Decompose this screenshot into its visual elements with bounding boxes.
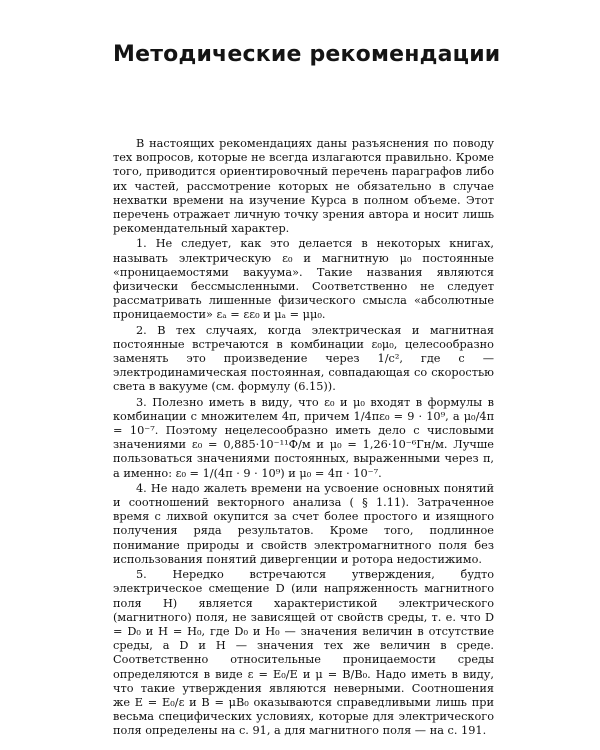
paragraph-1: 1. Не следует, как это делается в некоторых книгах, называть электрическую ε₀ и магнитную μ₀ постоянные «проницаемостями вакуума». Такие названия являются физически бессмысленными. Соответственно не следует рассматривать лишенные физического смысла «абсолютные проницаемости» εₐ = εε₀ и μₐ = μμ₀.: [113, 237, 494, 322]
paragraph-intro: В настоящих рекомендациях даны разъяснения по поводу тех вопросов, которые не всегда излагаются правильно. Кроме того, приводится ориентировочный перечень параграфов либо их частей, рассмотрение которых не обязательно в случае нехватки времени на изучение Курса в полном объеме. Этот перечень отражает личную точку зрения автора и носит лишь рекомендательный характер.: [113, 137, 494, 236]
paragraph-5: 5. Нередко встречаются утверждения, будто электрическое смещение D (или напряженность магнитного поля H) является характеристикой электрического (магнитного) поля, не зависящей от свойств среды, т. е. что D = D₀ и H = H₀, где D₀ и H₀ — значения величин в отсутствие среды, а D и H — значения тех же величин в среде. Соответственно относительные проницаемости среды определяются в виде ε = E₀/E и μ = B/B₀. Надо иметь в виду, что такие утверждения являются неверными. Соотношения же E = E₀/ε и B = μB₀ оказываются справедливыми лишь при весьма специфических условиях, которые для электрического поля определены на с. 91, а для магнитного поля — на с. 191.: [113, 568, 494, 738]
recommendations-text: [113, 137, 494, 739]
paragraph-3: 3. Полезно иметь в виду, что ε₀ и μ₀ входят в формулы в комбинации с множителем 4π, причем 1/4πε₀ = 9 · 10⁹, а μ₀/4π = 10⁻⁷. Поэтому нецелесообразно иметь дело с числовыми значениями ε₀ = 0,885·10⁻¹¹Ф/м и μ₀ = 1,26·10⁻⁶Гн/м. Лучше пользоваться значениями постоянных, выраженными через π, а именно: ε₀ = 1/(4π · 9 · 10⁹) и μ₀ = 4π · 10⁻⁷.: [113, 395, 494, 480]
page-title: Методические рекомендации: [113, 42, 501, 67]
paragraph-4: 4. Не надо жалеть времени на усвоение основных понятий и соотношений векторного анализа ( § 1.11). Затраченное время с лихвой окупится за счет более простого и изящного получения ряда результатов. Кроме того, подлинное понимание природы и свойств электромагнитного поля без использования понятий дивергенции и ротора недостижимо.: [113, 481, 494, 566]
paragraph-2: 2. В тех случаях, когда электрическая и магнитная постоянные встречаются в комбинации ε₀μ₀, целесообразно заменять это произведение через 1/c², где c — электродинамическая постоянная, совпадающая со скоростью света в вакууме (см. формулу (6.15)).: [113, 323, 494, 394]
